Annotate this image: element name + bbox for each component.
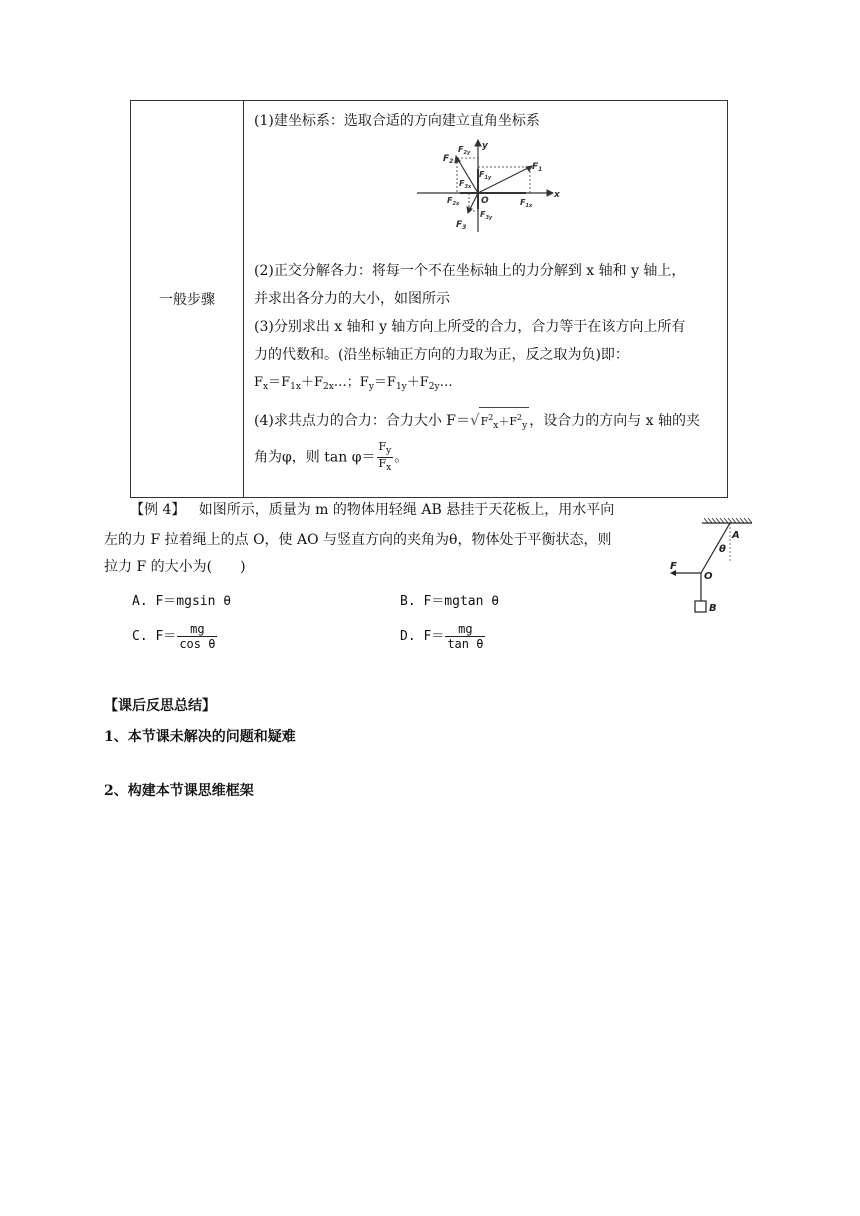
reflection-item-1: 1、本节课未解决的问题和疑难 xyxy=(104,729,296,745)
example-line1: 【例 4】 如图所示，质量为 m 的物体用轻绳 AB 悬挂于天花板上，用水平向 xyxy=(130,502,615,518)
step1-text: (1)建坐标系：选取合适的方向建立直角坐标系 xyxy=(254,113,540,129)
label-f3: $F_3$ xyxy=(456,220,467,231)
fig-label-b: B xyxy=(709,603,717,614)
label-f2y: $F_{2y}$ xyxy=(458,145,471,156)
fig-label-a: A xyxy=(732,530,740,541)
step3-line1: (3)分别求出 x 轴和 y 轴方向上所受的合力，合力等于在该方向上所有 xyxy=(254,319,686,335)
option-d: D. F＝ $\frac{mg}{\text{tan θ}}$ xyxy=(400,622,484,651)
label-f1: $F_1$ xyxy=(532,162,543,173)
row-label: 一般步骤 xyxy=(159,292,215,308)
label-f3y: $F_{3y}$ xyxy=(480,210,493,221)
reflection-item-2: 2、构建本节课思维框架 xyxy=(104,783,254,799)
tan-fraction: $\frac{F_y}{F_x}$ xyxy=(378,440,392,473)
label-f1y: $F_{1y}$ xyxy=(479,170,492,181)
step3-line2: 力的代数和。(沿坐标轴正方向的力取为正，反之取为负)即： xyxy=(254,347,629,363)
step4-line1: (4)求共点力的合力：合力大小 $F=√F^2_x+F^2_y$ ，设合力的方向与 x 轴的夹 xyxy=(254,407,700,436)
label-origin: O xyxy=(481,196,489,206)
example-figure xyxy=(662,518,762,618)
example-tag: 【例 4】 xyxy=(130,502,186,518)
content-cell xyxy=(244,101,728,498)
force-decomposition-diagram xyxy=(414,139,564,233)
step4-line2: 角为φ，则 tan φ＝ $\frac{F_y}{F_x}$ 。 xyxy=(254,440,409,473)
label-x-axis: x xyxy=(554,190,560,200)
option-b: B. F＝mgtan θ xyxy=(400,594,500,609)
option-c: C. F＝ $\frac{mg}{\text{cos θ}}$ xyxy=(132,622,216,651)
fig-label-f: F xyxy=(670,561,677,572)
label-y-axis: y xyxy=(482,141,488,151)
fig-label-o: O xyxy=(704,571,713,582)
steps-table xyxy=(130,100,728,498)
reflection-heading: 【课后反思总结】 xyxy=(104,698,216,714)
example-line2: 左的力 F 拉着绳上的点 O，使 AO 与竖直方向的夹角为θ，物体处于平衡状态，则 xyxy=(104,532,612,548)
step2-line1: (2)正交分解各力：将每一个不在坐标轴上的力分解到 x 轴和 y 轴上， xyxy=(254,263,686,279)
label-f1x: $F_{1x}$ xyxy=(520,198,533,209)
fig-label-theta: θ xyxy=(719,544,726,555)
label-f3x: $F_{3x}$ xyxy=(459,179,472,190)
sum-formula: $F_x=F_{1x}+F_{2x}\dots$；$F_y=F_{1y}+F_{2y}\dots$ xyxy=(254,375,453,392)
example-line3: 拉力 F 的大小为( ) xyxy=(104,559,246,575)
label-f2: $F_2$ xyxy=(443,154,454,165)
row-label-cell xyxy=(131,101,244,498)
resultant-magnitude-formula: $F^2_x+F^2_y$ xyxy=(479,407,530,436)
label-f2x: $F_{2x}$ xyxy=(447,196,460,207)
step2-line2: 并求出各分力的大小，如图所示 xyxy=(254,291,450,307)
option-a: A. F＝mgsin θ xyxy=(132,594,232,609)
